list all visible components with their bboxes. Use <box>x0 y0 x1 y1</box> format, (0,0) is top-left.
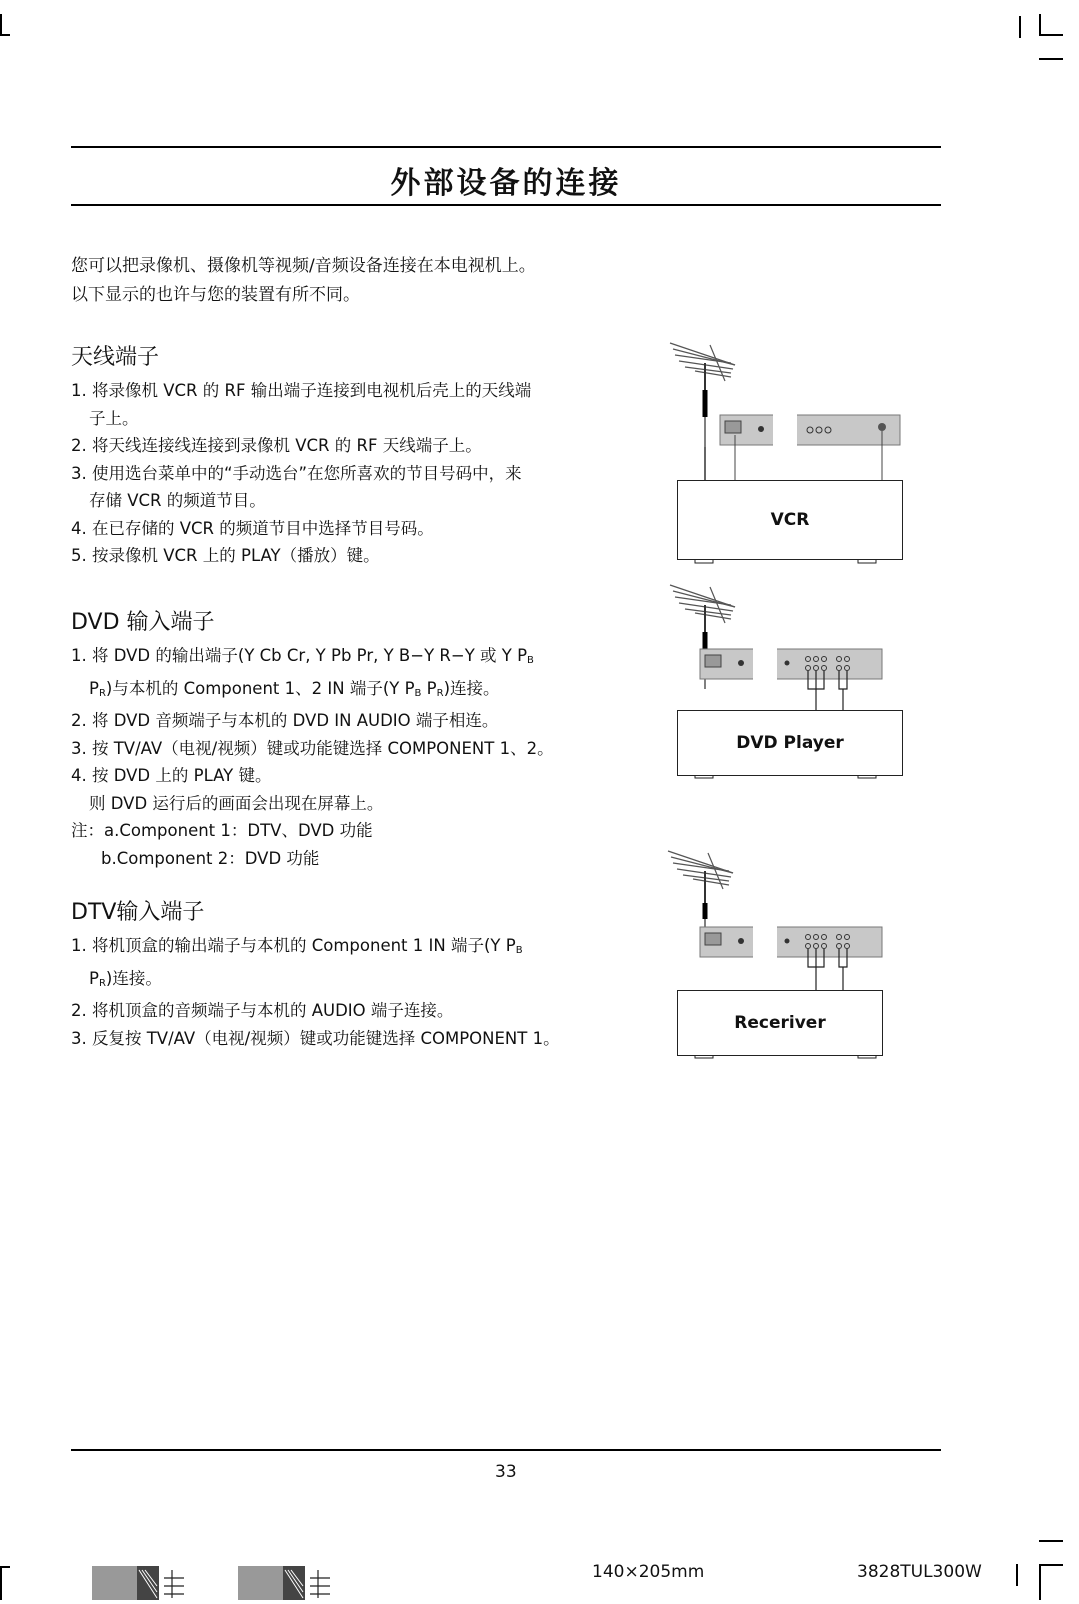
step <box>71 642 651 675</box>
antenna-section <box>71 343 651 570</box>
subscript: B <box>515 945 523 956</box>
step: 3. 反复按 TV/AV（电视/视频）键或功能键选择 COMPONENT 1。 <box>71 1028 560 1048</box>
step: 3. 使用选台菜单中的“手动选台”在您所喜欢的节目号码中，来 <box>71 463 522 483</box>
page-number: 33 <box>495 1462 517 1482</box>
subscript: R <box>436 687 444 699</box>
dvd-player-box: DVD Player <box>677 710 903 776</box>
dtv-heading: DTV输入端子 <box>71 900 205 925</box>
crop-mark-bottom-right <box>1016 1564 1018 1586</box>
note: b.Component 2：DVD 功能 <box>101 848 320 868</box>
step-text: )连接。 <box>443 678 500 698</box>
crop-mark-top-right <box>1039 58 1063 60</box>
step-text: P <box>421 678 437 698</box>
receiver-connection-diagram <box>663 843 913 1073</box>
step-text: P <box>89 678 99 698</box>
subscript: B <box>414 687 422 699</box>
step-text: P <box>89 968 99 988</box>
title-rule-top <box>71 146 941 148</box>
step: 5. 按录像机 VCR 上的 PLAY（播放）键。 <box>71 546 380 565</box>
step-continued <box>71 965 651 998</box>
step <box>71 932 651 965</box>
title-rule-bottom <box>71 204 941 206</box>
vcr-connection-diagram <box>665 335 915 565</box>
page-size-label: 140×205mm <box>592 1562 705 1582</box>
crop-mark-bottom-left <box>0 1566 2 1600</box>
intro-text <box>71 252 536 310</box>
crop-mark-bottom-right <box>1039 1564 1063 1566</box>
crop-mark-top-right <box>1039 14 1041 36</box>
step-continued: 子上。 <box>89 408 139 428</box>
crop-mark-top-left <box>0 34 10 36</box>
intro-line: 您可以把录像机、摄像机等视频/音频设备连接在本电视机上。 <box>71 256 536 276</box>
step: 3. 按 TV/AV（电视/视频）键或功能键选择 COMPONENT 1、2。 <box>71 738 554 758</box>
registration-mark <box>238 1564 338 1600</box>
dvd-heading: DVD 输入端子 <box>71 610 215 635</box>
footer-rule <box>71 1449 941 1451</box>
crop-mark-bottom-right <box>1039 1540 1063 1542</box>
document-code: 3828TUL300W <box>857 1562 982 1582</box>
intro-line: 以下显示的也许与您的装置有所不同。 <box>71 285 360 305</box>
step-text: 1. 将 DVD 的输出端子(Y Cb Cr, Y Pb Pr, Y B−Y R−Y 或 Y P <box>71 646 528 665</box>
subscript: R <box>98 977 106 989</box>
crop-mark-top-right <box>1039 34 1063 36</box>
step: 2. 将 DVD 音频端子与本机的 DVD IN AUDIO 端子相连。 <box>71 711 499 730</box>
vcr-box: VCR <box>677 480 903 560</box>
receiver-box: Receriver <box>677 990 883 1056</box>
dvd-connection-diagram <box>665 577 915 807</box>
crop-mark-top-right <box>1019 16 1021 38</box>
crop-mark-bottom-right <box>1039 1564 1041 1600</box>
step-continued: 存储 VCR 的频道节目。 <box>89 491 266 510</box>
step-continued: 则 DVD 运行后的画面会出现在屏幕上。 <box>89 793 384 813</box>
antenna-heading: 天线端子 <box>71 345 160 370</box>
step: 1. 将录像机 VCR 的 RF 输出端子连接到电视机后壳上的天线端 <box>71 381 532 400</box>
subscript: R <box>98 687 106 699</box>
step: 4. 在已存储的 VCR 的频道节目中选择节目号码。 <box>71 518 434 538</box>
crop-mark-top-left <box>0 14 2 36</box>
step-text: )连接。 <box>105 968 162 988</box>
registration-mark <box>92 1564 192 1600</box>
step-text: )与本机的 Component 1、2 IN 端子(Y P <box>105 678 415 698</box>
subscript: B <box>527 655 534 666</box>
page-title: 外部设备的连接 <box>390 166 622 201</box>
step-text: 1. 将机顶盒的输出端子与本机的 Component 1 IN 端子(Y P <box>71 936 516 955</box>
step: 2. 将机顶盒的音频端子与本机的 AUDIO 端子连接。 <box>71 1001 454 1020</box>
step: 4. 按 DVD 上的 PLAY 键。 <box>71 766 272 785</box>
dtv-section <box>71 898 651 1052</box>
dvd-section <box>71 608 651 872</box>
note: 注：a.Component 1：DTV、DVD 功能 <box>71 821 373 840</box>
step-continued <box>71 675 651 708</box>
step: 2. 将天线连接线连接到录像机 VCR 的 RF 天线端子上。 <box>71 436 482 455</box>
